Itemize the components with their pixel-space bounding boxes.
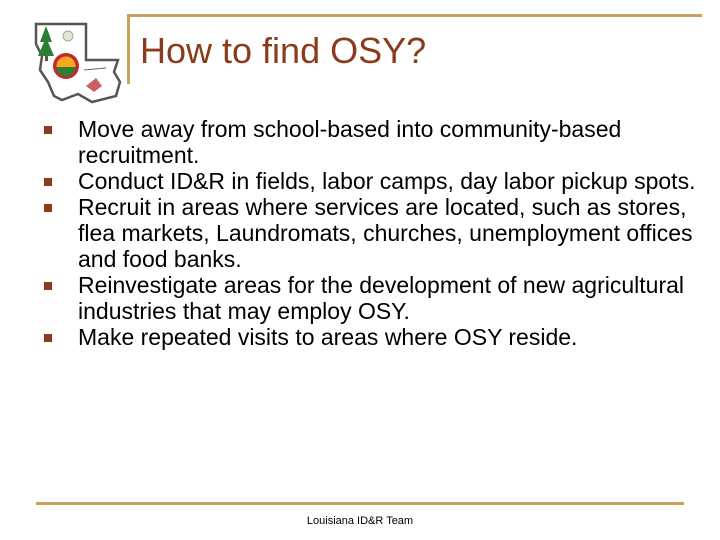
square-bullet-icon — [44, 178, 52, 186]
square-bullet-icon — [44, 204, 52, 212]
title-accent-vertical-line — [127, 14, 130, 84]
bullet-text: Reinvestigate areas for the development of new agricultural industries that may employ OSY. — [78, 272, 685, 324]
square-bullet-icon — [44, 334, 52, 342]
title-accent-horizontal-line — [127, 14, 702, 17]
bullet-item — [40, 272, 700, 324]
bullet-text: Recruit in areas where services are located, such as stores, flea markets, Laundromats, churches, unemployment offices and food banks. — [78, 194, 693, 272]
footer-accent-line — [36, 502, 684, 505]
louisiana-state-logo-icon — [28, 20, 124, 104]
slide-title: How to find OSY? — [140, 30, 427, 71]
square-bullet-icon — [44, 126, 52, 134]
bullet-item — [40, 116, 700, 168]
bullet-text: Conduct ID&R in fields, labor camps, day labor pickup spots. — [78, 168, 696, 194]
bullet-item — [40, 168, 700, 194]
bullet-list — [40, 116, 700, 350]
bullet-item — [40, 324, 700, 350]
slide-footer: Louisiana ID&R Team — [306, 515, 414, 527]
bullet-text: Make repeated visits to areas where OSY reside. — [78, 324, 578, 350]
bullet-text: Move away from school-based into community-based recruitment. — [78, 116, 622, 168]
bullet-item — [40, 194, 700, 272]
square-bullet-icon — [44, 282, 52, 290]
